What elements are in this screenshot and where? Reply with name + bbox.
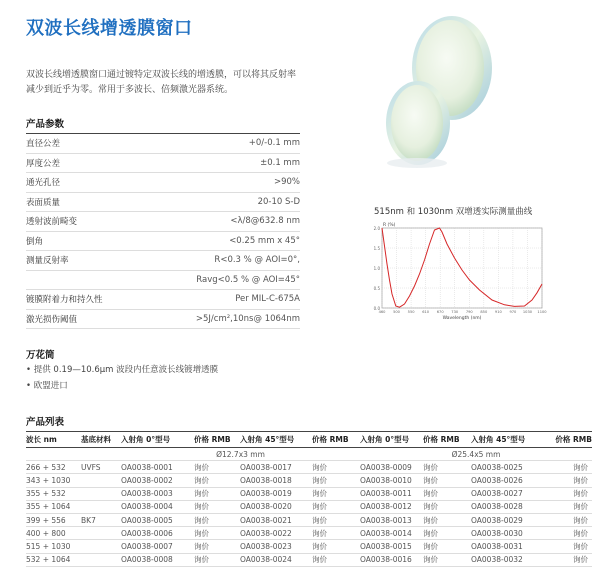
table-cell: 355 + 1064 xyxy=(26,500,81,513)
table-cell: 询价 xyxy=(543,500,592,513)
table-cell: OA0038-0028 xyxy=(471,500,543,513)
table-cell: 询价 xyxy=(423,513,471,526)
table-cell: 400 + 800 xyxy=(26,527,81,540)
kaleidoscope-list xyxy=(26,362,218,394)
table-cell xyxy=(81,500,121,513)
y-tick-label: 0.0 xyxy=(373,306,380,311)
table-cell: 询价 xyxy=(543,474,592,487)
table-cell: 询价 xyxy=(194,553,240,566)
column-header: 波长 nm xyxy=(26,432,81,448)
param-value: R<0.3 % @ AOI=0°, xyxy=(214,255,300,266)
column-header: 入射角 0°型号 xyxy=(360,432,423,448)
param-value: Ravg<0.5 % @ AOI=45° xyxy=(196,274,300,285)
x-axis-label: Wavelength (nm) xyxy=(442,316,482,321)
param-label: 倒角 xyxy=(26,236,44,247)
y-axis-label: R (%) xyxy=(383,223,396,228)
table-cell: 询价 xyxy=(543,553,592,566)
table-cell: 询价 xyxy=(423,553,471,566)
column-header: 入射角 0°型号 xyxy=(121,432,194,448)
table-cell: 询价 xyxy=(312,487,360,500)
chart-title: 515nm 和 1030nm 双增透实际测量曲线 xyxy=(374,207,533,217)
y-tick-label: 1.0 xyxy=(373,266,380,271)
table-cell: OA0038-0014 xyxy=(360,527,423,540)
table-cell: 询价 xyxy=(312,461,360,474)
x-tick-label: 1100 xyxy=(537,310,547,314)
table-cell: 询价 xyxy=(543,487,592,500)
size-right: Ø25.4x5 mm xyxy=(360,448,592,461)
x-tick-label: 790 xyxy=(465,310,473,314)
x-tick-label: 970 xyxy=(509,310,517,314)
param-label: 表面质量 xyxy=(26,197,61,208)
table-cell: OA0038-0019 xyxy=(240,487,312,500)
table-row xyxy=(26,500,592,513)
table-cell: 询价 xyxy=(312,540,360,553)
column-header: 入射角 45°型号 xyxy=(240,432,312,448)
table-cell: 询价 xyxy=(194,513,240,526)
table-cell: OA0038-0029 xyxy=(471,513,543,526)
table-row xyxy=(26,461,592,474)
x-tick-label: 1030 xyxy=(522,310,533,314)
size-left: Ø12.7x3 mm xyxy=(121,448,360,461)
table-cell: OA0038-0031 xyxy=(471,540,543,553)
table-header-row xyxy=(26,432,592,448)
table-cell: OA0038-0012 xyxy=(360,500,423,513)
param-value: >5J/cm²,10ns@ 1064nm xyxy=(195,313,300,324)
column-header: 入射角 45°型号 xyxy=(471,432,543,448)
table-cell: 询价 xyxy=(423,487,471,500)
x-tick-label: 670 xyxy=(436,310,444,314)
size-row xyxy=(26,448,592,461)
table-cell: 询价 xyxy=(312,474,360,487)
list-item: • 欧盟进口 xyxy=(26,378,218,394)
table-row xyxy=(26,487,592,500)
x-tick-label: 610 xyxy=(422,310,430,314)
param-row xyxy=(26,232,300,252)
table-cell: OA0038-0013 xyxy=(360,513,423,526)
y-tick-label: 2.0 xyxy=(373,226,380,231)
param-label: 测量反射率 xyxy=(26,256,69,267)
param-value: <0.25 mm x 45° xyxy=(229,235,300,246)
x-tick-label: 910 xyxy=(494,310,502,314)
table-cell: OA0038-0007 xyxy=(121,540,194,553)
table-cell: 询价 xyxy=(312,527,360,540)
params-table xyxy=(26,133,300,329)
param-label: 透射波前畸变 xyxy=(26,217,78,228)
y-tick-label: 1.5 xyxy=(373,246,380,251)
x-tick-label: 850 xyxy=(480,310,488,314)
table-cell: OA0038-0006 xyxy=(121,527,194,540)
param-label: 镀膜附着力和持久性 xyxy=(26,295,103,306)
param-value: 20-10 S-D xyxy=(257,196,300,207)
table-cell: OA0038-0015 xyxy=(360,540,423,553)
param-value: <λ/8@632.8 nm xyxy=(230,216,300,227)
table-cell: 询价 xyxy=(543,540,592,553)
table-cell: OA0038-0026 xyxy=(471,474,543,487)
table-cell: 询价 xyxy=(543,461,592,474)
param-row xyxy=(26,154,300,174)
table-row xyxy=(26,527,592,540)
table-cell: 355 + 532 xyxy=(26,487,81,500)
table-cell: 询价 xyxy=(543,513,592,526)
table-cell: OA0038-0009 xyxy=(360,461,423,474)
table-cell xyxy=(81,527,121,540)
table-cell: OA0038-0016 xyxy=(360,553,423,566)
param-row xyxy=(26,193,300,213)
table-cell xyxy=(81,474,121,487)
table-cell: OA0038-0024 xyxy=(240,553,312,566)
table-cell xyxy=(81,553,121,566)
param-label: 厚度公差 xyxy=(26,158,61,169)
param-label: 通光孔径 xyxy=(26,178,61,189)
table-heading: 产品列表 xyxy=(26,417,65,428)
column-header: 价格 RMB xyxy=(194,432,240,448)
table-cell: OA0038-0002 xyxy=(121,474,194,487)
list-item: • 提供 0.19—10.6μm 波段内任意波长线镀增透膜 xyxy=(26,362,218,378)
table-cell: 399 + 556 xyxy=(26,513,81,526)
table-cell: 询价 xyxy=(312,513,360,526)
page-title: 双波长线增透膜窗口 xyxy=(26,18,193,39)
table-cell: OA0038-0021 xyxy=(240,513,312,526)
param-value: +0/-0.1 mm xyxy=(248,138,300,149)
table-cell: 532 + 1064 xyxy=(26,553,81,566)
x-tick-label: 550 xyxy=(407,310,415,314)
table-cell: 询价 xyxy=(194,461,240,474)
table-cell: OA0038-0027 xyxy=(471,487,543,500)
table-row xyxy=(26,513,592,526)
table-cell: OA0038-0020 xyxy=(240,500,312,513)
table-cell: 343 + 1030 xyxy=(26,474,81,487)
param-row xyxy=(26,290,300,310)
table-cell: OA0038-0008 xyxy=(121,553,194,566)
x-tick-label: 460 xyxy=(378,310,386,314)
param-row xyxy=(26,134,300,154)
table-cell xyxy=(81,487,121,500)
param-row xyxy=(26,271,300,291)
table-cell: 询价 xyxy=(194,540,240,553)
param-value: >90% xyxy=(273,177,300,188)
table-cell: 询价 xyxy=(194,474,240,487)
table-cell: OA0038-0025 xyxy=(471,461,543,474)
table-cell: 询价 xyxy=(312,500,360,513)
table-row xyxy=(26,474,592,487)
table-cell: OA0038-0004 xyxy=(121,500,194,513)
table-cell: OA0038-0017 xyxy=(240,461,312,474)
table-row xyxy=(26,540,592,553)
x-tick-label: 730 xyxy=(451,310,459,314)
column-header: 价格 RMB xyxy=(312,432,360,448)
lens-window-image xyxy=(370,8,500,188)
table-cell: 询价 xyxy=(423,461,471,474)
table-cell: 515 + 1030 xyxy=(26,540,81,553)
table-cell: 询价 xyxy=(423,500,471,513)
column-header: 价格 RMB xyxy=(543,432,592,448)
param-row xyxy=(26,251,300,271)
table-cell xyxy=(81,540,121,553)
x-tick-label: 500 xyxy=(393,310,400,314)
table-row xyxy=(26,553,592,566)
param-value: Per MIL-C-675A xyxy=(235,294,300,305)
kaleidoscope-heading: 万花筒 xyxy=(26,350,55,361)
y-tick-label: 0.5 xyxy=(373,286,380,291)
param-row xyxy=(26,212,300,232)
table-cell: OA0038-0001 xyxy=(121,461,194,474)
table-cell: 询价 xyxy=(194,487,240,500)
table-cell: OA0038-0023 xyxy=(240,540,312,553)
param-value: ±0.1 mm xyxy=(260,157,300,168)
table-cell: 询价 xyxy=(312,553,360,566)
table-cell: UVFS xyxy=(81,461,121,474)
table-cell: 询价 xyxy=(423,527,471,540)
params-heading: 产品参数 xyxy=(26,119,65,130)
column-header: 基底材料 xyxy=(81,432,121,448)
table-cell: 询价 xyxy=(194,527,240,540)
param-row xyxy=(26,310,300,330)
table-cell: OA0038-0005 xyxy=(121,513,194,526)
table-cell: BK7 xyxy=(81,513,121,526)
table-cell: OA0038-0032 xyxy=(471,553,543,566)
product-table xyxy=(26,431,592,567)
table-cell: OA0038-0018 xyxy=(240,474,312,487)
table-cell: OA0038-0022 xyxy=(240,527,312,540)
table-cell: 询价 xyxy=(543,527,592,540)
reflectance-chart xyxy=(368,220,548,325)
table-cell: 询价 xyxy=(423,540,471,553)
param-row xyxy=(26,173,300,193)
table-cell: OA0038-0030 xyxy=(471,527,543,540)
table-cell: 266 + 532 xyxy=(26,461,81,474)
intro-paragraph: 双波长线增透膜窗口通过镀特定双波长线的增透膜，可以将其反射率减少到近乎为零。常用于多波长、倍频激光器系统。 xyxy=(26,70,297,95)
table-cell: 询价 xyxy=(423,474,471,487)
table-cell: OA0038-0003 xyxy=(121,487,194,500)
param-label: 直径公差 xyxy=(26,139,61,150)
param-label: 激光损伤阈值 xyxy=(26,314,78,325)
table-cell: OA0038-0011 xyxy=(360,487,423,500)
table-cell: 询价 xyxy=(194,500,240,513)
column-header: 价格 RMB xyxy=(423,432,471,448)
table-cell: OA0038-0010 xyxy=(360,474,423,487)
